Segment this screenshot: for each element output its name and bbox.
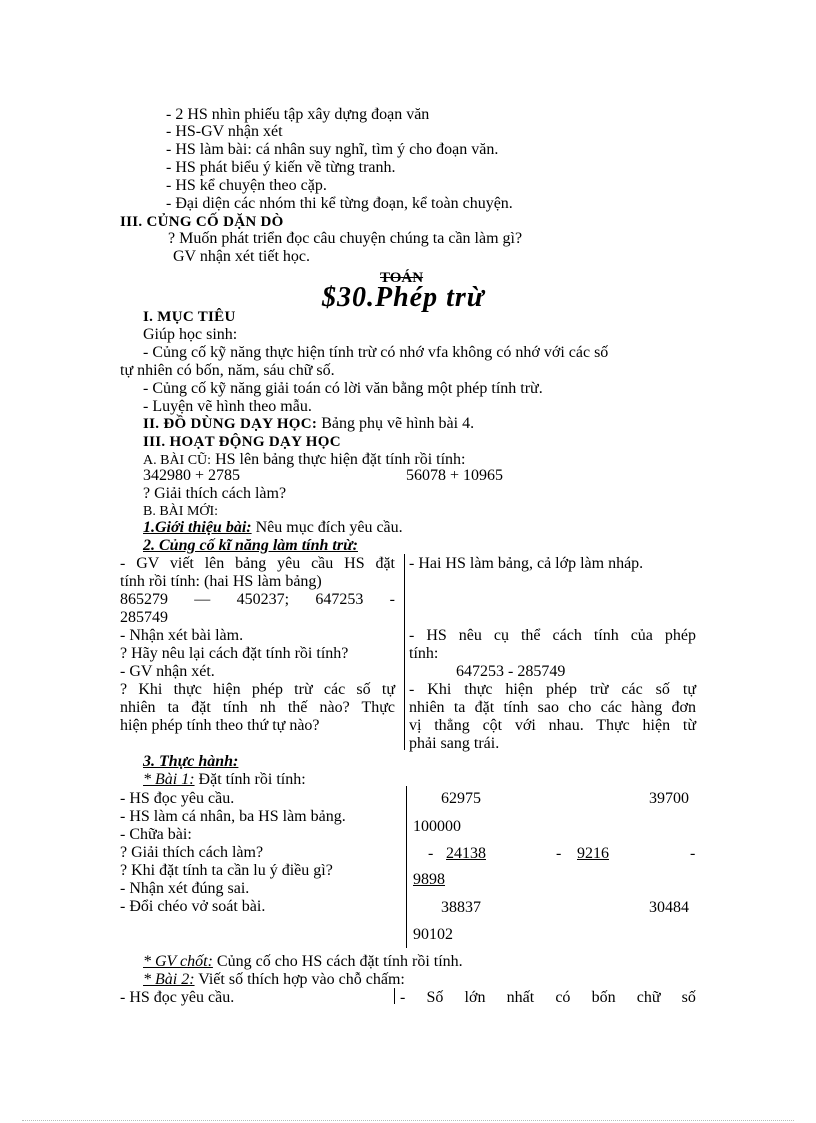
paragraph-line: ? Giải thích cách làm? <box>143 485 287 502</box>
section-text: Củng cố cho HS cách đặt tính rồi tính. <box>216 953 463 970</box>
minus-sign: - <box>556 845 562 862</box>
section-heading: III. CỦNG CỐ DẶN DÒ <box>120 214 284 230</box>
paragraph-line: tự nhiên có bốn, năm, sáu chữ số. <box>120 362 335 379</box>
table-cell: phải sang trái. <box>409 735 500 752</box>
paragraph-line: - Luyện vẽ hình theo mẫu. <box>143 398 312 415</box>
table-cell: nhiên ta đặt tính sao cho các hàng đơn <box>409 699 696 716</box>
section-line <box>143 519 403 537</box>
word: có <box>555 989 571 1006</box>
minus-sign: - <box>428 845 434 862</box>
table-cell: - HS đọc yêu cầu. <box>120 989 235 1006</box>
table-cell: hiện phép tính theo thứ tự nào? <box>120 717 320 734</box>
calc-value: 9216 <box>577 845 609 862</box>
table-cell: - Hai HS làm bảng, cả lớp làm nháp. <box>409 555 644 572</box>
calc-value: 90102 <box>413 926 453 943</box>
calc-value: 9898 <box>413 871 445 888</box>
word: nhất <box>506 989 535 1006</box>
lesson-title: $30.Phép trừ <box>322 282 485 313</box>
table-cell: - GV viết lên bảng yêu cầu HS đặt <box>120 555 395 572</box>
table-cell: - Khi thực hiện phép trừ các số tự <box>409 681 696 698</box>
section-text: Nêu mục đích yêu cầu. <box>255 519 403 536</box>
table-cell: nhiên ta đặt tính nh thế nào? Thực <box>120 699 395 716</box>
calc-value: 62975 <box>441 790 481 807</box>
word: chữ <box>636 989 661 1006</box>
table-cell: - HS đọc yêu cầu. <box>120 790 235 807</box>
list-item: - HS kể chuyện theo cặp. <box>166 177 327 194</box>
list-item: - HS làm bài: cá nhân suy nghĩ, tìm ý cho đoạn văn. <box>166 141 499 158</box>
section-line <box>143 953 463 971</box>
table-cell: 647253 - 285749 <box>456 663 566 680</box>
section-line <box>143 415 474 433</box>
section-heading: III. HOẠT ĐỘNG DẠY HỌC <box>143 434 341 450</box>
table-cell: tính rồi tính: (hai HS làm bảng) <box>120 573 322 590</box>
column-divider <box>394 988 395 1004</box>
paragraph-line: - Củng cố kỹ năng giải toán có lời văn bằng một phép tính trừ. <box>143 380 543 397</box>
word: số <box>681 989 696 1006</box>
list-item: - HS phát biểu ý kiến về từng tranh. <box>166 159 396 176</box>
exercise-label: * Bài 2: <box>143 971 195 988</box>
paragraph-line: GV nhận xét tiết học. <box>173 248 311 265</box>
table-cell: - Nhận xét bài làm. <box>120 627 244 644</box>
subject-label: TOÁN <box>380 270 424 286</box>
section-text: Bảng phụ vẽ hình bài 4. <box>321 415 475 432</box>
paragraph-line: - Củng cố kỹ năng thực hiện tính trừ có nhớ vfa không có nhớ với các số <box>143 344 609 361</box>
section-text: HS lên bảng thực hiện đặt tính rồi tính: <box>215 451 466 468</box>
word: lớn <box>464 989 486 1006</box>
word: Số <box>426 989 444 1006</box>
calc-value: 30484 <box>649 899 689 916</box>
section-heading: I. MỤC TIÊU <box>143 309 236 325</box>
section-line <box>143 771 306 789</box>
paragraph-line: Giúp học sinh: <box>143 326 238 343</box>
paragraph-line: ? Muốn phát triển đọc câu chuyện chúng ta cần làm gì? <box>168 230 523 247</box>
sub-heading: A. BÀI CŨ: <box>143 453 212 468</box>
table-cell: ? Khi thực hiện phép trừ các số tự <box>120 681 395 698</box>
table-cell: ? Khi đặt tính ta cần lu ý điều gì? <box>120 862 333 879</box>
calc-value: 100000 <box>413 818 461 835</box>
list-item: - Đại diện các nhóm thi kể từng đoạn, kể toàn chuyện. <box>166 195 513 212</box>
table-cell: - Chữa bài: <box>120 826 192 843</box>
sub-heading: 1.Giới thiệu bài: <box>143 519 252 536</box>
page-bottom-rule <box>22 1120 794 1121</box>
section-heading: II. ĐỒ DÙNG DẠY HỌC: <box>143 416 318 432</box>
table-cell: 865279 — 450237; 647253 - <box>120 591 395 608</box>
table-cell <box>400 989 696 1007</box>
section-text: Đặt tính rồi tính: <box>198 771 306 788</box>
exercise-label: * Bài 1: <box>143 771 195 788</box>
expression: 56078 + 10965 <box>406 467 504 484</box>
section-text: Viết số thích hợp vào chỗ chấm: <box>198 971 405 988</box>
calc-value: 39700 <box>649 790 689 807</box>
table-cell: - Đổi chéo vở soát bài. <box>120 898 266 915</box>
sub-heading: B. BÀI MỚI: <box>143 504 219 519</box>
table-cell: ? Hãy nêu lại cách đặt tính rồi tính? <box>120 645 349 662</box>
word: - <box>400 989 406 1006</box>
table-cell: - HS làm cá nhân, ba HS làm bảng. <box>120 808 346 825</box>
sub-heading: 3. Thực hành: <box>143 753 239 770</box>
table-cell: ? Giải thích cách làm? <box>120 844 264 861</box>
table-cell: - Nhận xét đúng sai. <box>120 880 250 897</box>
section-line <box>143 971 405 989</box>
minus-sign: - <box>690 845 696 862</box>
table-cell: - HS nêu cụ thể cách tính của phép <box>409 627 696 644</box>
table-cell: vị thẳng cột với nhau. Thực hiện từ <box>409 717 696 734</box>
table-cell: tính: <box>409 645 439 662</box>
column-divider <box>406 786 407 948</box>
list-item: - 2 HS nhìn phiếu tập xây dựng đoạn văn <box>166 106 430 123</box>
word: bốn <box>591 989 616 1006</box>
sub-heading: 2. Củng cố kĩ năng làm tính trừ: <box>143 537 358 554</box>
column-divider <box>404 554 405 750</box>
expression: 342980 + 2785 <box>143 467 241 484</box>
table-cell: - GV nhận xét. <box>120 663 215 680</box>
note-label: * GV chốt: <box>143 953 213 970</box>
list-item: - HS-GV nhận xét <box>166 123 283 140</box>
calc-value: 24138 <box>446 845 486 862</box>
table-cell: 285749 <box>120 609 168 626</box>
calc-value: 38837 <box>441 899 481 916</box>
